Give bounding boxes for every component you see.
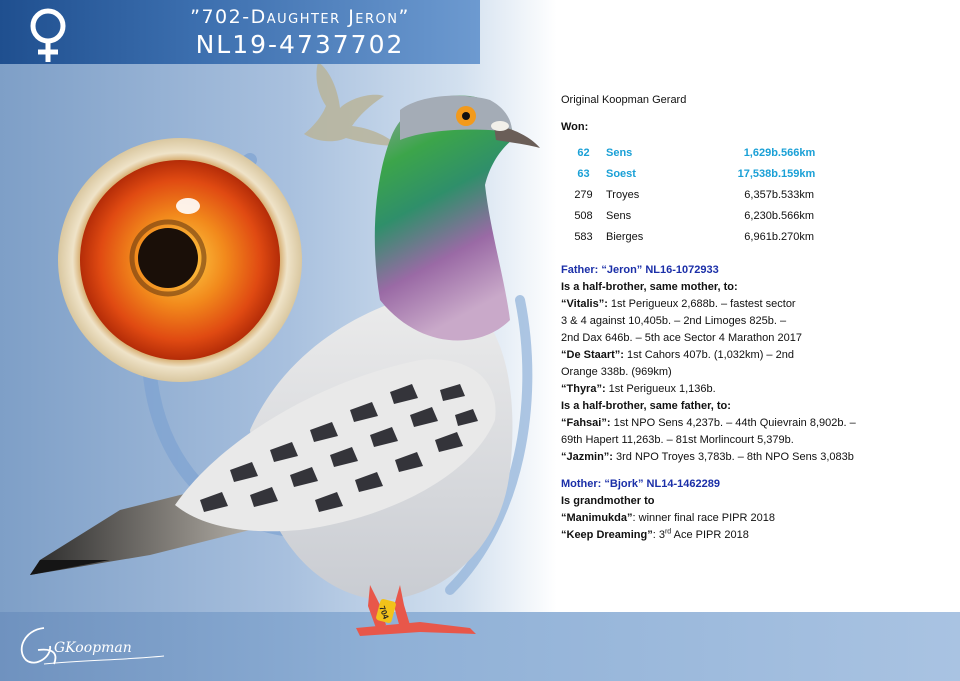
father-jazmin: “Jazmin”: 3rd NPO Troyes 3,783b. – 8th NPO Sens 3,083b bbox=[561, 451, 854, 463]
father-vitalis-cont: 3 & 4 against 10,405b. – 2nd Limoges 825b. – bbox=[561, 315, 787, 327]
father-vitalis-cont2: 2nd Dax 646b. – 5th ace Sector 4 Marathon 2017 bbox=[561, 332, 802, 344]
father-section bbox=[561, 262, 941, 466]
result-row bbox=[561, 206, 851, 227]
ring-number: NL19-4737702 bbox=[195, 30, 405, 59]
result-birds: 6,357b. bbox=[744, 189, 781, 201]
result-birds: 6,961b. bbox=[744, 231, 781, 243]
result-row bbox=[561, 185, 851, 206]
result-row bbox=[561, 227, 851, 248]
mother-manimukda: “Manimukda”: winner final race PIPR 2018 bbox=[561, 512, 775, 524]
father-staart: “De Staart”: 1st Cahors 407b. (1,032km) – 2nd bbox=[561, 349, 794, 361]
info-column bbox=[561, 92, 941, 544]
result-row bbox=[561, 164, 851, 185]
father-line1: Is a half-brother, same mother, to: bbox=[561, 281, 738, 293]
result-birds: 6,230b. bbox=[744, 210, 781, 222]
breeder-name: Original Koopman Gerard bbox=[561, 94, 687, 106]
signature-logo bbox=[14, 620, 174, 672]
father-fahsai-cont: 69th Hapert 11,263b. – 81st Morlincourt 5,379b. bbox=[561, 434, 794, 446]
mother-keep-dreaming: “Keep Dreaming”: 3rd Ace PIPR 2018 bbox=[561, 528, 749, 541]
father-vitalis: “Vitalis”: 1st Perigueux 2,688b. – fastest sector bbox=[561, 298, 796, 310]
eye-closeup bbox=[58, 138, 302, 382]
result-distance: 270km bbox=[781, 231, 815, 243]
result-race: Soest bbox=[606, 168, 636, 180]
result-race: Troyes bbox=[606, 189, 640, 201]
result-rank: 508 bbox=[574, 210, 593, 222]
result-birds: 1,629b. bbox=[743, 147, 781, 159]
pigeon-name: ”702-Daughter Jeron” bbox=[190, 6, 410, 28]
result-distance: 566km bbox=[781, 147, 816, 159]
result-race: Bierges bbox=[606, 231, 644, 243]
father-fahsai: “Fahsai”: 1st NPO Sens 4,237b. – 44th Quievrain 8,902b. – bbox=[561, 417, 856, 429]
ring-band bbox=[375, 598, 396, 623]
result-distance: 159km bbox=[781, 168, 816, 180]
mother-section bbox=[561, 476, 941, 544]
mother-line1: Is grandmother to bbox=[561, 495, 655, 507]
ring-band-number: 704 bbox=[377, 604, 391, 621]
result-birds: 17,538b. bbox=[737, 168, 781, 180]
result-rank: 583 bbox=[574, 231, 593, 243]
father-line2: Is a half-brother, same father, to: bbox=[561, 400, 731, 412]
result-row bbox=[561, 143, 851, 164]
result-rank: 62 bbox=[577, 147, 590, 159]
result-race: Sens bbox=[606, 210, 632, 222]
father-thyra: “Thyra”: 1st Perigueux 1,136b. bbox=[561, 383, 716, 395]
won-label: Won: bbox=[561, 121, 589, 133]
result-distance: 533km bbox=[781, 189, 815, 201]
father-heading: Father: “Jeron” NL16-1072933 bbox=[561, 264, 719, 276]
result-race: Sens bbox=[606, 147, 633, 159]
result-rank: 279 bbox=[574, 189, 593, 201]
result-distance: 566km bbox=[781, 210, 815, 222]
result-rank: 63 bbox=[577, 168, 590, 180]
signature-text: GKoopman bbox=[54, 640, 132, 656]
results-table bbox=[561, 143, 851, 248]
mother-heading: Mother: “Bjork” NL14-1462289 bbox=[561, 478, 720, 490]
father-staart-cont: Orange 338b. (969km) bbox=[561, 366, 672, 378]
